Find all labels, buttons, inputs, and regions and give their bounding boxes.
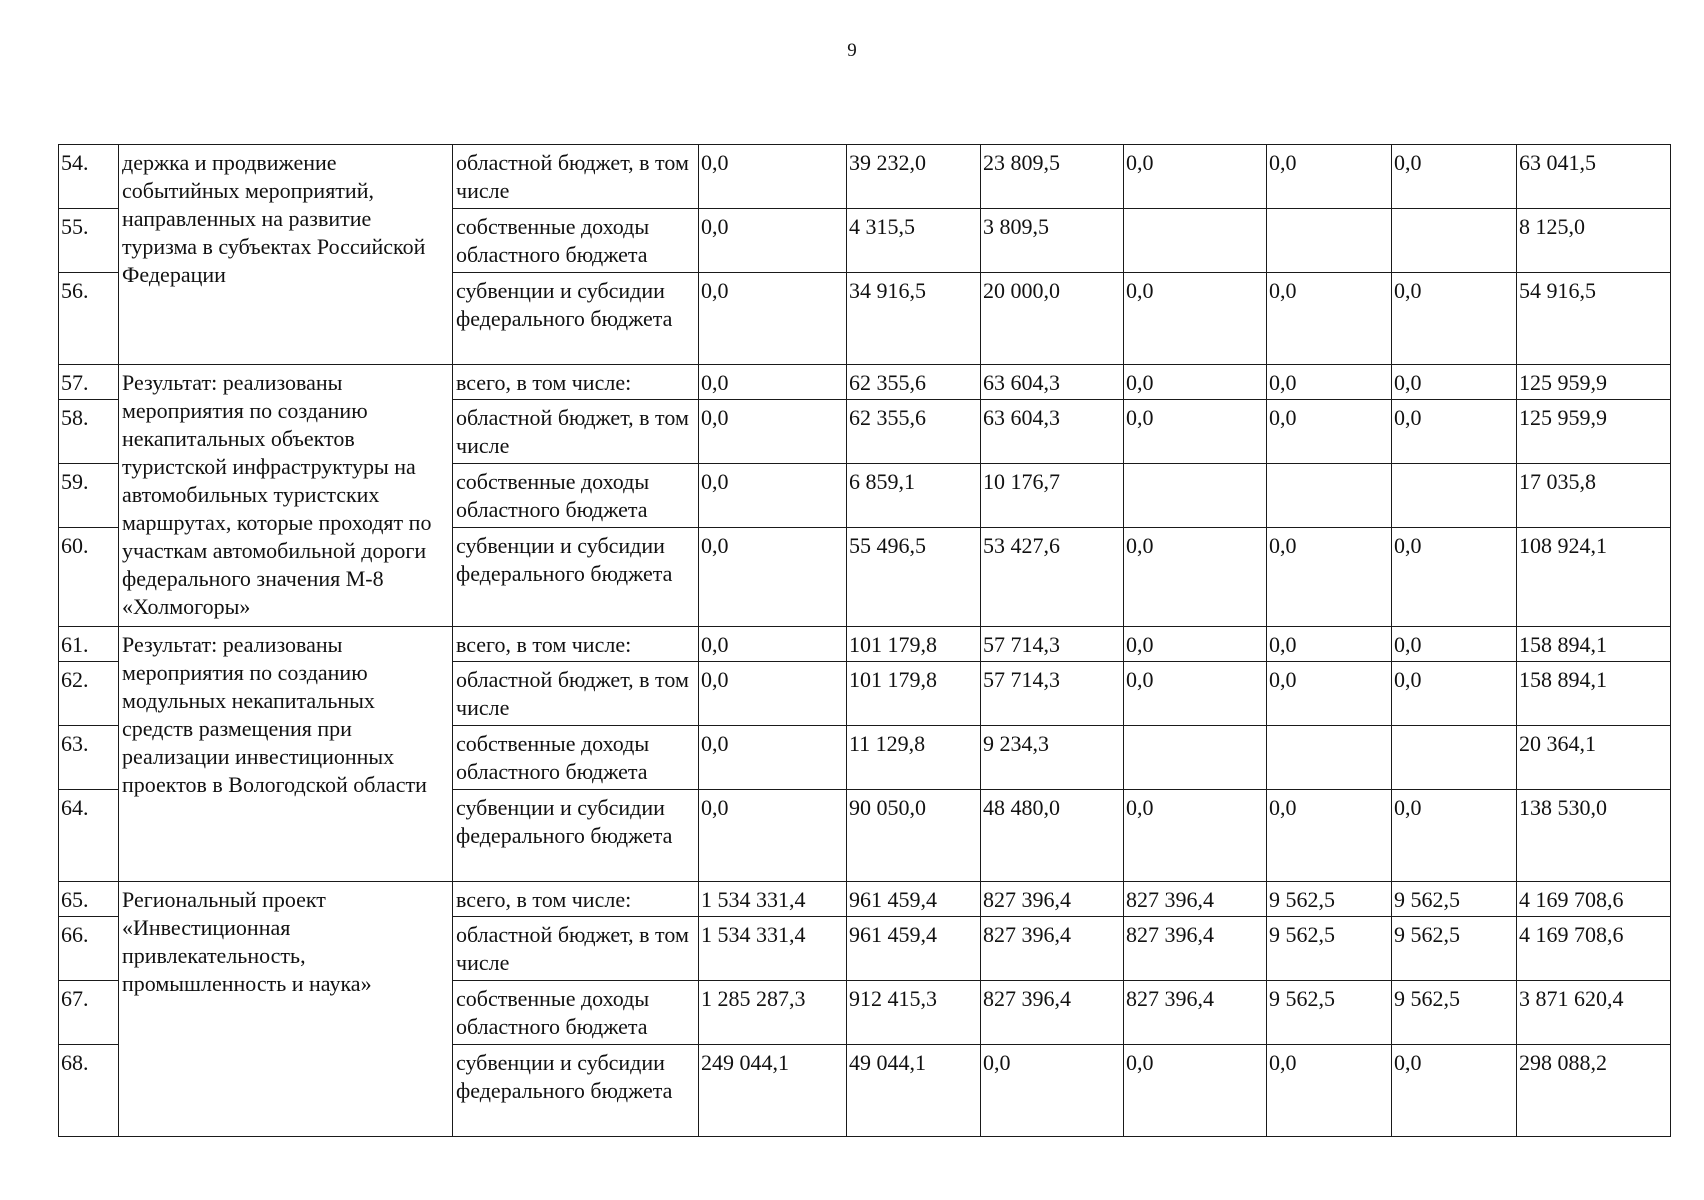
year-value: 9 562,5 [1267,882,1392,917]
year-value [1267,464,1392,528]
row-number: 56. [59,273,119,365]
budget-table [58,144,1671,1137]
total-value: 4 169 708,6 [1517,917,1671,981]
year-value: 0,0 [1392,1045,1517,1137]
year-value: 827 396,4 [981,882,1124,917]
year-value: 39 232,0 [847,145,981,209]
total-value: 63 041,5 [1517,145,1671,209]
funding-source: субвенции и субсидии федерального бюджета [453,273,699,365]
year-value: 0,0 [1392,627,1517,662]
year-value: 0,0 [699,365,847,400]
funding-source: субвенции и субсидии федерального бюджета [453,790,699,882]
year-value: 0,0 [699,790,847,882]
row-number: 67. [59,981,119,1045]
year-value: 9 562,5 [1267,917,1392,981]
year-value: 0,0 [1124,790,1267,882]
total-value: 4 169 708,6 [1517,882,1671,917]
funding-source: областной бюджет, в том числе [453,400,699,464]
year-value: 961 459,4 [847,882,981,917]
total-value: 108 924,1 [1517,528,1671,627]
year-value: 11 129,8 [847,726,981,790]
year-value: 0,0 [699,145,847,209]
year-value: 0,0 [1267,790,1392,882]
year-value: 0,0 [1267,627,1392,662]
year-value: 6 859,1 [847,464,981,528]
table-row [59,365,1671,400]
year-value: 0,0 [1392,145,1517,209]
year-value: 9 562,5 [1392,882,1517,917]
year-value: 961 459,4 [847,917,981,981]
total-value: 54 916,5 [1517,273,1671,365]
year-value: 62 355,6 [847,400,981,464]
year-value: 4 315,5 [847,209,981,273]
year-value: 0,0 [1392,400,1517,464]
year-value: 62 355,6 [847,365,981,400]
page-number: 9 [847,40,857,61]
table-row [59,145,1671,209]
total-value: 138 530,0 [1517,790,1671,882]
year-value: 57 714,3 [981,662,1124,726]
year-value: 0,0 [981,1045,1124,1137]
year-value: 249 044,1 [699,1045,847,1137]
year-value: 20 000,0 [981,273,1124,365]
total-value: 298 088,2 [1517,1045,1671,1137]
total-value: 17 035,8 [1517,464,1671,528]
year-value: 53 427,6 [981,528,1124,627]
year-value [1392,209,1517,273]
year-value: 90 050,0 [847,790,981,882]
year-value: 55 496,5 [847,528,981,627]
item-description: Результат: реализованы мероприятия по созданию модульных некапитальных средств размещения при реализации инвестиционных проектов в Вологодской области [119,627,453,882]
year-value: 0,0 [1124,145,1267,209]
year-value [1267,726,1392,790]
row-number: 54. [59,145,119,209]
year-value: 9 562,5 [1392,981,1517,1045]
row-number: 62. [59,662,119,726]
item-description: Региональный проект «Инвестиционная привлекательность, промышленность и наука» [119,882,453,1137]
year-value: 9 234,3 [981,726,1124,790]
year-value: 0,0 [1392,528,1517,627]
year-value: 0,0 [1124,273,1267,365]
item-description: держка и продвижение событийных мероприятий, направленных на развитие туризма в субъектах Российской Федерации [119,145,453,365]
funding-source: областной бюджет, в том числе [453,917,699,981]
row-number: 58. [59,400,119,464]
row-number: 63. [59,726,119,790]
funding-source: всего, в том числе: [453,365,699,400]
year-value: 912 415,3 [847,981,981,1045]
year-value: 0,0 [1392,790,1517,882]
year-value [1124,726,1267,790]
year-value: 0,0 [699,209,847,273]
year-value: 0,0 [699,627,847,662]
year-value: 0,0 [1392,365,1517,400]
year-value: 827 396,4 [1124,882,1267,917]
year-value: 1 285 287,3 [699,981,847,1045]
row-number: 64. [59,790,119,882]
year-value: 827 396,4 [1124,981,1267,1045]
year-value: 0,0 [1392,273,1517,365]
total-value: 125 959,9 [1517,365,1671,400]
funding-source: областной бюджет, в том числе [453,662,699,726]
funding-source: областной бюджет, в том числе [453,145,699,209]
table-row [59,882,1671,917]
row-number: 61. [59,627,119,662]
total-value: 8 125,0 [1517,209,1671,273]
year-value: 0,0 [1267,528,1392,627]
year-value: 63 604,3 [981,400,1124,464]
year-value: 101 179,8 [847,662,981,726]
table-body [59,145,1671,1137]
year-value: 827 396,4 [981,917,1124,981]
year-value: 0,0 [1267,365,1392,400]
year-value: 49 044,1 [847,1045,981,1137]
row-number: 57. [59,365,119,400]
row-number: 66. [59,917,119,981]
item-description: Результат: реализованы мероприятия по созданию некапитальных объектов туристской инфраструктуры на автомобильных туристских маршрутах, которые проходят по участкам автомобильной дороги федерального значения М-8 «Холмогоры» [119,365,453,627]
total-value: 158 894,1 [1517,662,1671,726]
year-value: 0,0 [1124,528,1267,627]
row-number: 55. [59,209,119,273]
year-value: 0,0 [699,273,847,365]
year-value: 34 916,5 [847,273,981,365]
year-value: 0,0 [1124,1045,1267,1137]
year-value [1392,464,1517,528]
year-value: 0,0 [1267,400,1392,464]
funding-source: собственные доходы областного бюджета [453,981,699,1045]
year-value: 1 534 331,4 [699,882,847,917]
year-value: 0,0 [1267,273,1392,365]
funding-source: субвенции и субсидии федерального бюджета [453,528,699,627]
year-value: 0,0 [699,400,847,464]
funding-source: всего, в том числе: [453,882,699,917]
year-value: 10 176,7 [981,464,1124,528]
year-value: 9 562,5 [1392,917,1517,981]
year-value: 0,0 [699,464,847,528]
total-value: 158 894,1 [1517,627,1671,662]
year-value: 57 714,3 [981,627,1124,662]
total-value: 125 959,9 [1517,400,1671,464]
year-value: 0,0 [1392,662,1517,726]
year-value: 0,0 [1124,627,1267,662]
year-value: 3 809,5 [981,209,1124,273]
year-value: 0,0 [1267,1045,1392,1137]
year-value: 0,0 [1124,662,1267,726]
year-value [1267,209,1392,273]
funding-source: всего, в том числе: [453,627,699,662]
year-value: 0,0 [699,528,847,627]
row-number: 60. [59,528,119,627]
year-value: 0,0 [1267,662,1392,726]
row-number: 65. [59,882,119,917]
year-value: 63 604,3 [981,365,1124,400]
year-value: 23 809,5 [981,145,1124,209]
year-value [1124,464,1267,528]
year-value: 0,0 [699,662,847,726]
year-value [1124,209,1267,273]
year-value: 0,0 [1124,365,1267,400]
year-value: 101 179,8 [847,627,981,662]
year-value: 827 396,4 [1124,917,1267,981]
year-value: 827 396,4 [981,981,1124,1045]
year-value: 0,0 [1124,400,1267,464]
year-value [1392,726,1517,790]
year-value: 0,0 [699,726,847,790]
year-value: 1 534 331,4 [699,917,847,981]
row-number: 59. [59,464,119,528]
total-value: 20 364,1 [1517,726,1671,790]
year-value: 9 562,5 [1267,981,1392,1045]
row-number: 68. [59,1045,119,1137]
funding-source: собственные доходы областного бюджета [453,726,699,790]
total-value: 3 871 620,4 [1517,981,1671,1045]
funding-source: собственные доходы областного бюджета [453,209,699,273]
funding-source: собственные доходы областного бюджета [453,464,699,528]
year-value: 48 480,0 [981,790,1124,882]
funding-source: субвенции и субсидии федерального бюджета [453,1045,699,1137]
table-row [59,627,1671,662]
year-value: 0,0 [1267,145,1392,209]
